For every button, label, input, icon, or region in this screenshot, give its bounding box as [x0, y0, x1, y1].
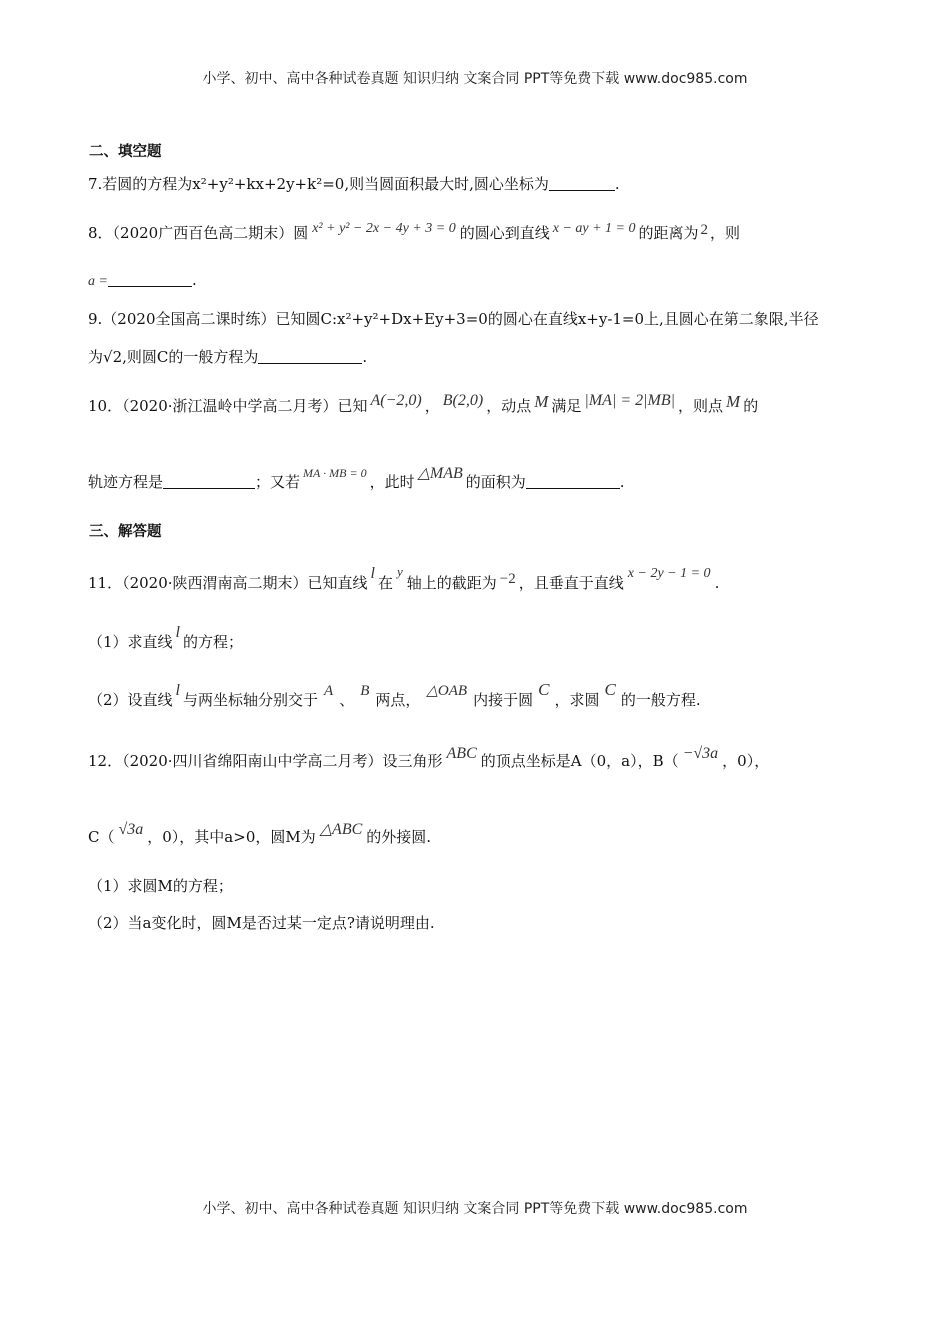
q12-triangle-abc: ABC: [446, 745, 477, 762]
question-9: 9.（2020全国高二课时练）已知圆C:x²+y²+Dx+Ey+3=0的圆心在直线x+y-1=0上,且圆心在第二象限,半径: [88, 310, 819, 328]
q11-p2-l: l: [175, 682, 180, 699]
q11-p2-a: A: [324, 683, 334, 699]
question-11-part2: [88, 680, 701, 710]
q10-line2-mid3: 的面积为: [465, 473, 526, 491]
q11-p2-prefix: （2）设直线: [88, 691, 173, 709]
q10-prefix: 10．（2020·浙江温岭中学高二月考）已知: [88, 397, 368, 415]
q12-line2-tail: 的外接圆.: [366, 828, 432, 846]
page-header: 小学、初中、高中各种试卷真题 知识归纳 文案合同 PPT等免费下载 www.doc985.com: [202, 71, 748, 87]
q10-tail: ，则点: [678, 397, 724, 415]
q10-point-a: A(−2,0): [370, 392, 422, 409]
question-11-part1: [88, 624, 244, 652]
q11-p2-sep: 、: [339, 691, 355, 709]
q8-tail: ，则: [710, 224, 741, 242]
q12-line2-prefix: C（: [88, 828, 115, 846]
q10-mid: ，动点: [486, 397, 532, 415]
q10-line2-prefix: 轨迹方程是: [88, 473, 164, 491]
q10-line2-mid2: ，此时: [369, 473, 415, 491]
page-footer: 小学、初中、高中各种试卷真题 知识归纳 文案合同 PPT等免费下载 www.doc985.com: [202, 1201, 748, 1217]
q10-line2-mid: ；又若: [255, 473, 301, 491]
q9-answer-blank: [258, 349, 362, 364]
q12-line2-mid: ，0），其中a>0，圆M为: [147, 828, 316, 846]
question-10: [88, 392, 759, 416]
question-12-line2: [88, 821, 432, 847]
q7-answer-blank: [549, 176, 615, 191]
q10-dot-product: MA · MB = 0: [303, 466, 367, 480]
q7-text: 7.若圆的方程为x²+y²+kx+2y+k²=0,则当圆面积最大时,圆心坐标为: [88, 175, 549, 193]
q11-p1-tail: 的方程；: [183, 633, 244, 651]
q12-tail: ，0），: [722, 752, 770, 770]
q10-point-b: B(2,0): [442, 392, 484, 409]
q10-blank-1: [163, 474, 255, 489]
q11-p2-triangle: △OAB: [426, 683, 468, 699]
q11-p2-mid3: 内接于圆: [473, 691, 534, 709]
q9-prefix: 为: [88, 348, 104, 366]
q8-circle-equation: x² + y² − 2x − 4y + 3 = 0: [312, 221, 456, 236]
q11-p1-l: l: [175, 624, 180, 641]
q11-mid1: 在: [377, 574, 393, 592]
q9-radical: √2: [103, 348, 123, 366]
q7-end: .: [614, 175, 620, 193]
q11-p1-prefix: （1）求直线: [88, 633, 173, 651]
q12-mid: 的顶点坐标是A（0，a），B（: [480, 752, 679, 770]
q11-p2-b: B: [360, 683, 370, 699]
q12-root: √3a: [118, 821, 144, 838]
q11-prefix: 11．（2020·陕西渭南高二期末）已知直线: [88, 574, 368, 592]
question-7: [88, 173, 620, 194]
question-12-part1: （1）求圆M的方程；: [88, 877, 233, 895]
q10-condition: |MA| = 2|MB|: [584, 392, 676, 409]
q8-answer-blank: [108, 272, 192, 287]
section-title-answer: 三、解答题: [89, 524, 162, 540]
q11-p2-c2: C: [604, 680, 616, 699]
q11-p2-tail: 的一般方程.: [620, 691, 701, 709]
question-8-line2: [88, 271, 197, 290]
question-12: [88, 745, 770, 771]
q11-y-axis: y: [397, 564, 403, 579]
q11-intercept: −2: [499, 571, 516, 587]
q11-p2-mid: 与两坐标轴分别交于: [183, 691, 319, 709]
q12-prefix: 12．（2020·四川省绵阳南山中学高二月考）设三角形: [88, 752, 443, 770]
q8-prefix: 8．（2020广西百色高二期末）圆: [88, 224, 309, 242]
q10-point-m: M: [534, 392, 549, 411]
q8-line-equation: x − ay + 1 = 0: [552, 221, 636, 236]
q11-line-l: l: [370, 565, 375, 582]
q8-mid1: 的圆心到直线: [459, 224, 550, 242]
q10-cond-text: 满足: [551, 397, 582, 415]
q10-blank-2: [526, 474, 620, 489]
q8-distance: 2: [700, 222, 709, 238]
question-12-part2: （2）当a变化时，圆M是否过某一定点?请说明理由.: [88, 914, 435, 932]
section-title-fill: 二、填空题: [89, 144, 162, 160]
q11-perp-line: x − 2y − 1 = 0: [627, 566, 711, 581]
q12-neg-root: −√3a: [682, 745, 719, 762]
q9-mid: ,则圆C的一般方程为: [122, 348, 259, 366]
question-9-line2: [88, 346, 367, 367]
q8-var: a =: [88, 274, 108, 289]
question-10-line2: [88, 465, 625, 492]
q11-p2-mid4: ，求圆: [554, 691, 600, 709]
q9-end: .: [362, 348, 368, 366]
q12-triangle: △ABC: [319, 821, 363, 838]
q10-point-m2: M: [726, 392, 741, 411]
q8-end: .: [191, 271, 197, 289]
question-8: [88, 222, 740, 243]
question-11: [88, 564, 720, 593]
q10-end: .: [619, 473, 625, 491]
q11-p2-mid2: 两点，: [375, 691, 421, 709]
q10-tail2: 的: [743, 397, 759, 415]
q11-mid3: ，且垂直于直线: [518, 574, 624, 592]
q11-end: .: [714, 574, 720, 592]
q11-mid2: 轴上的截距为: [406, 574, 497, 592]
q8-mid2: 的距离为: [638, 224, 699, 242]
q10-triangle: △MAB: [417, 465, 463, 482]
q11-p2-c: C: [538, 680, 550, 699]
q10-sep: ，: [424, 397, 440, 415]
